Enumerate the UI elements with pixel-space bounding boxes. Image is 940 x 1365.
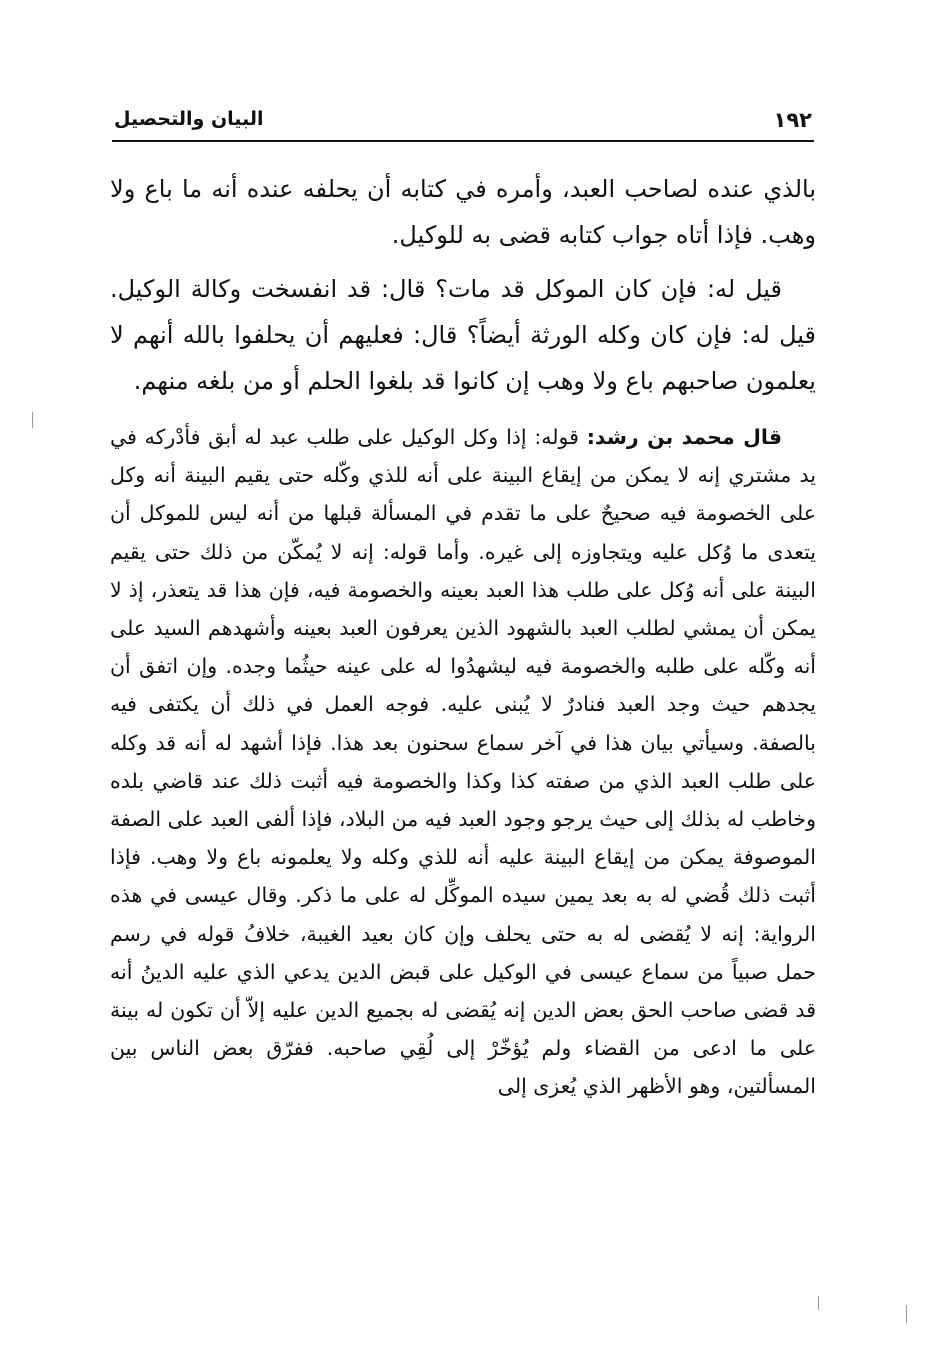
running-title: البيان والتحصيل [114, 108, 264, 130]
paragraph-1: بالذي عنده لصاحب العبد، وأمره في كتابه أن يحلفه عنده أنه ما باع ولا وهب. فإذا أتاه جواب كتابه قضى به للوكيل. [110, 175, 816, 249]
scan-mark [818, 1296, 819, 1310]
speaker-label: قال محمد بن رشد: [586, 425, 782, 449]
paragraph-2: قيل له: فإن كان الموكل قد مات؟ قال: قد انفسخت وكالة الوكيل. قيل له: فإن كان وكله الورثة أيضاً؟ قال: فعليهم أن يحلفوا بالله أنهم لا يعلمون صاحبهم باع ولا وهب إن كانوا قد بلغوا الحلم أو من بلغه منهم. [110, 275, 816, 395]
paragraph-3-text: قوله: إذا وكل الوكيل على طلب عبد له أبق فأدْركه في يد مشتري إنه لا يمكن من إيقاع البينة على أنه للذي وكّله حتى يقيم البينة أنه وكل على الخصومة فيه صحيحٌ على ما تقدم في المسألة قبلها من أنه ليس للموكل أن يتعدى ما وُكل عليه ويتجاوزه إلى غيره. وأما قوله: إنه لا يُمكّن من ذلك حتى يقيم البينة على أنه وُكل على طلب هذا العبد بعينه والخصومة فيه، فإن هذا قد يتعذر، إذ لا يمكن أن يمشي لطلب العبد بالشهود الذين يعرفون العبد بعينه وأشهدهم السيد على أنه وكّله على طلبه والخصومة فيه ليشهدُوا له على عينه حيثُما وجده. وإن اتفق أن يجدهم حيث وجد العبد فنادرٌ لا يُبنى عليه. فوجه العمل في ذلك أن يكتفى فيه بالصفة. وسيأتي بيان هذا في آخر سماع سحنون بعد هذا. فإذا أشهد له أنه قد وكله على طلب العبد الذي من صفته كذا وكذا والخصومة فيه أثبت ذلك عند قاضي بلده وخاطب له بذلك إلى حيث يرجو وجود العبد فيه من البلاد، فإذا ألفى العبد على الصفة الموصوفة يمكن من إيقاع البينة عليه أنه للذي وكله ولا يعلمونه باع ولا وهب. فإذا أثبت ذلك قُضي له به بعد يمين سيده الموكِّل له على ما ذكر. وقال عيسى في هذه الرواية: إنه لا يُقضى له به حتى يحلف وإن كان بعيد الغيبة، خلافُ قوله في رسم حمل صبياً من سماع عيسى في الوكيل على قبض الدين يدعي الذي عليه الدينُ أنه قد قضى صاحب الحق بعض الدين إنه يُقضى له بجميع الدين عليه إلاّ أن تكون له بينة على ما ادعى من القضاء ولم يُؤخّرْ إلى لُقِي صاحبه. ففرّق بعض الناس بين المسألتين، وهو الأظهر الذي يُعزى إلى [110, 425, 816, 1099]
page-header [112, 100, 814, 142]
page-number: ١٩٢ [773, 108, 812, 132]
paragraph-3 [110, 418, 816, 1106]
scan-mark [32, 412, 33, 428]
scan-mark [906, 1305, 907, 1323]
body-text [110, 166, 816, 1106]
